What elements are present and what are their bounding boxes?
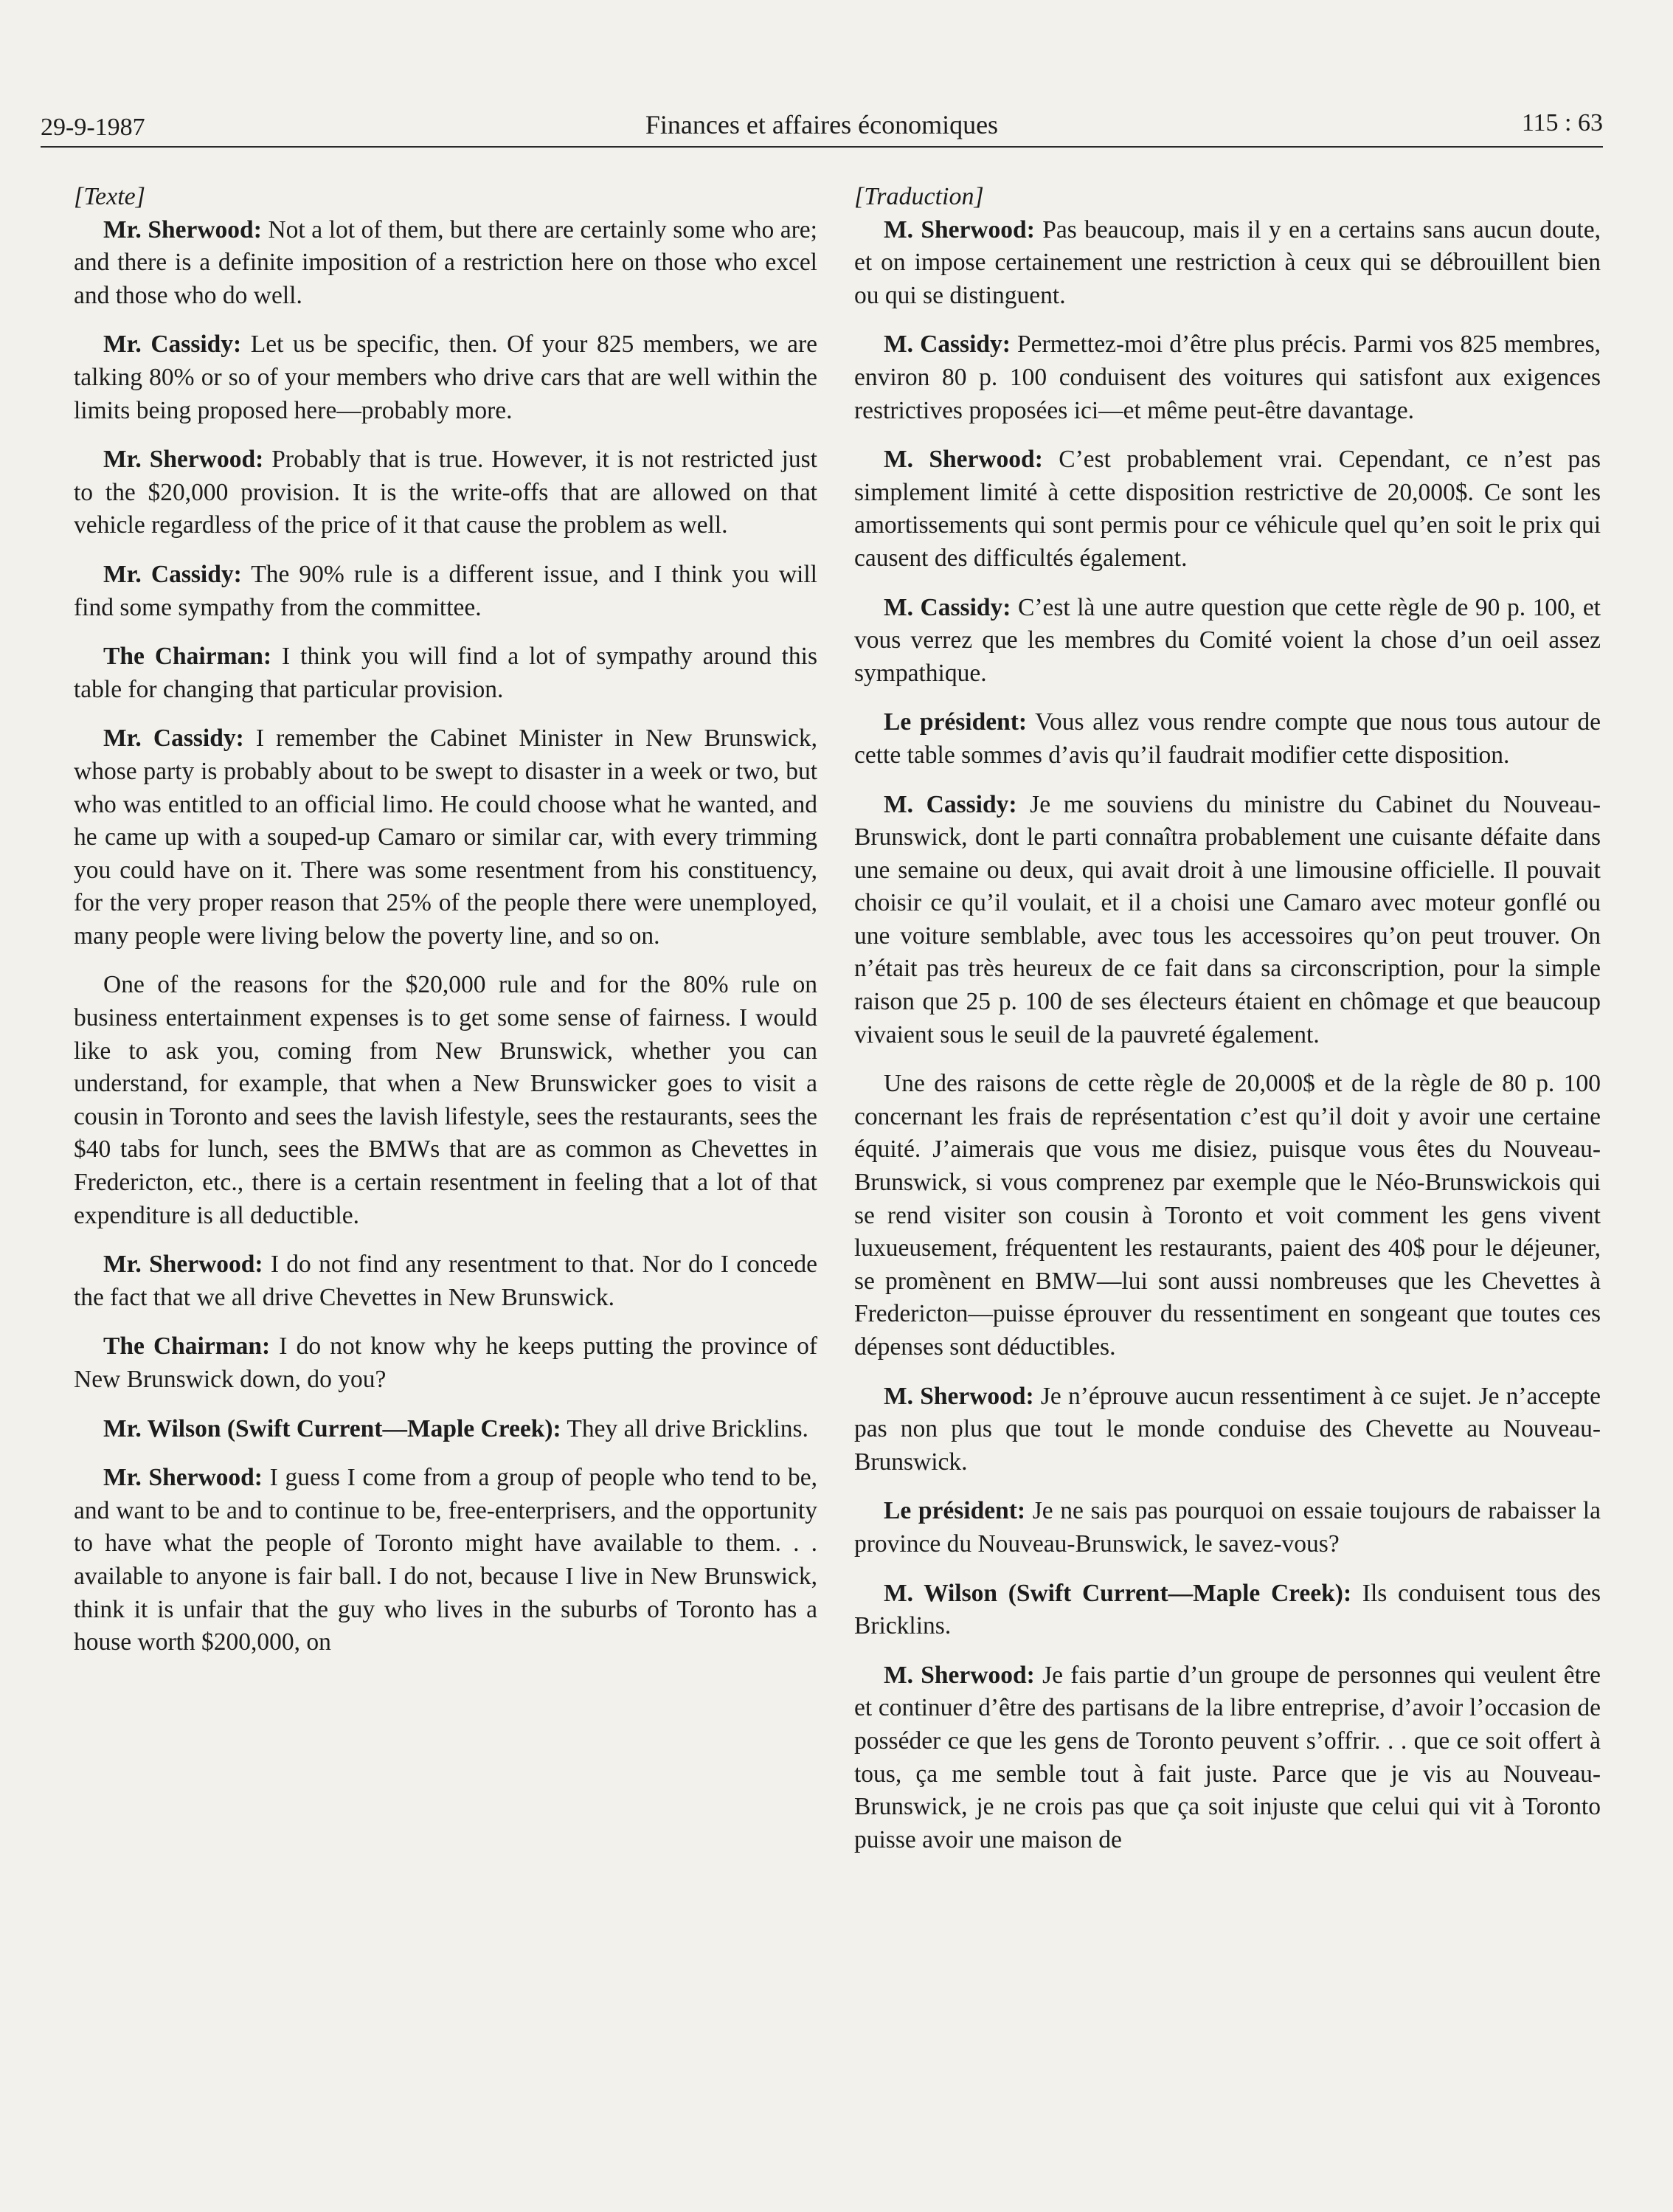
- speech: Une des raisons de cette règle de 20,000$ et de la règle de 80 p. 100 concernant les frais de représentation c’est qu’il doit y avoir une certaine équité. J’aimerais que vous me disiez, puisque vous êtes du Nouveau-Brunswick, si vous comprenez par exemple que le Néo-Brunswickois qui se rend visiter son cousin à Toronto et voit comment les gens vivent luxueusement, fréquentent les restaurants, paient des 40$ pour le déjeuner, se promènent en BMW—lui sont aussi nombreuses que les Chevettes à Fredericton—puisse éprouver du ressentiment en songeant que toutes ces dépenses sont déductibles.: [854, 1070, 1601, 1361]
- left-column-english: [74, 181, 817, 1676]
- column-marker: [Traduction]: [854, 183, 984, 210]
- speaker: Mr. Cassidy:: [103, 331, 242, 359]
- speech: Vous allez vous rendre compte que nous tous autour de cette table sommes d’avis qu’il faudrait modifier cette disposition.: [854, 708, 1601, 769]
- column-marker: [Texte]: [74, 183, 145, 210]
- paragraph: [74, 214, 817, 313]
- speaker: M. Cassidy:: [884, 790, 1017, 818]
- speech: One of the reasons for the $20,000 rule and for the 80% rule on business entertainment expenses is to get some sense of fairness. I would like to ask you, coming from New Brunswick, whether you can understand, for example, that when a New Brunswicker goes to visit a cousin in Toronto and sees the lavish lifestyle, sees the restaurants, sees the $40 tabs for lunch, sees the BMWs that are as common as Chevettes in Fredericton, etc., there is a certain resentment in feeling that a lot of that expenditure is all deductible.: [74, 971, 817, 1229]
- speaker: Mr. Wilson (Swift Current—Maple Creek):: [103, 1414, 561, 1442]
- speech: Permettez-moi d’être plus précis. Parmi vos 825 membres, environ 80 p. 100 conduisent des voitures qui satisfont aux exigences restrictives proposées ici—et même peut-être davantage.: [854, 331, 1601, 424]
- paragraph: [74, 443, 817, 542]
- header-date: 29-9-1987: [41, 114, 145, 141]
- speech: I guess I come from a group of people who tend to be, and want to be and to continue to be, free-enterprisers, and the opportunity to have what the people of Toronto might have available to them. . . available to anyone is fair ball. I do not, because I live in New Brunswick, think it is unfair that the guy who lives in the suburbs of Toronto has a house worth $200,000, on: [74, 1464, 817, 1656]
- speech: Je me souviens du ministre du Cabinet du Nouveau-Brunswick, dont le parti connaîtra probablement une cuisante défaite dans une semaine ou deux, qui avait droit à une limousine officielle. Il pouvait choisir ce qu’il voulait, et il a choisi une Camaro avec moteur gonflé ou une voiture semblable, avec tous les accessoires qu’on peut trouver. On n’était pas très heureux de ce fait dans sa circonscription, pour la simple raison que 25 p. 100 de ses électeurs étaient en chômage et que beaucoup vivaient sous le seuil de la pauvreté également.: [854, 790, 1601, 1048]
- paragraph: [74, 328, 817, 427]
- paragraph: [854, 328, 1601, 427]
- speaker: M. Cassidy:: [884, 331, 1011, 359]
- speaker: M. Sherwood:: [884, 1382, 1034, 1410]
- speaker: Mr. Cassidy:: [103, 560, 242, 588]
- speaker: Mr. Sherwood:: [103, 1251, 263, 1279]
- paragraph: [74, 1248, 817, 1314]
- right-column-french: [854, 181, 1601, 1873]
- speech: Not a lot of them, but there are certainly some who are; and there is a definite imposition of a restriction here on those who excel and those who do well.: [74, 215, 817, 309]
- speech: Je fais partie d’un groupe de personnes qui veulent être et continuer d’être des partisans de la libre entreprise, d’avoir l’occasion de posséder ce que les gens de Toronto peuvent s’offrir. . . que ce soit offert à tous, ça me semble tout à fait juste. Parce que je vis au Nouveau-Brunswick, je ne crois pas que ça soit injuste que celui qui vit à Toronto puisse avoir une maison de: [854, 1661, 1601, 1853]
- paragraph: [854, 789, 1601, 1052]
- speech: The 90% rule is a different issue, and I think you will find some sympathy from the committee.: [74, 560, 817, 621]
- speaker: The Chairman:: [103, 1333, 271, 1361]
- speech: C’est probablement vrai. Cependant, ce n’est pas simplement limité à cette disposition restrictive de 20,000$. Ce sont les amortissements qui sont permis pour ce véhicule quel qu’en soit le prix qui causent des difficultés également.: [854, 446, 1601, 572]
- speaker: M. Cassidy:: [884, 593, 1011, 621]
- paragraph: [74, 722, 817, 953]
- speaker: Mr. Sherwood:: [103, 215, 262, 243]
- paragraph: [854, 706, 1601, 772]
- paragraph: [74, 1413, 817, 1446]
- paragraph: [74, 1330, 817, 1396]
- paragraph: [74, 969, 817, 1232]
- header-page-number: 115 : 63: [1521, 109, 1603, 136]
- speech: I remember the Cabinet Minister in New Brunswick, whose party is probably about to be swept to disaster in a week or two, but who was entitled to an official limo. He could choose what he wanted, and he came up with a souped-up Camaro or similar car, with every trimming you could have on it. There was some resentment from his constituency, for the very proper reason that 25% of the people there were unemployed, many people were living below the poverty line, and so on.: [74, 725, 817, 950]
- paragraph: [854, 214, 1601, 313]
- speech: I think you will find a lot of sympathy around this table for changing that particular provision.: [74, 643, 818, 703]
- speaker: The Chairman:: [103, 643, 272, 671]
- paragraph: [854, 1495, 1601, 1561]
- speaker: Le président:: [884, 1497, 1026, 1525]
- paragraph: [74, 1462, 817, 1659]
- speech: Let us be specific, then. Of your 825 members, we are talking 80% or so of your members who drive cars that are well within the limits being proposed here—probably more.: [74, 331, 817, 424]
- speaker: Le président:: [884, 708, 1028, 736]
- speech: Pas beaucoup, mais il y en a certains sans aucun doute, et on impose certainement une restriction à ceux qui se débrouillent bien ou qui se distinguent.: [854, 215, 1601, 309]
- speaker: M. Sherwood:: [884, 1661, 1035, 1689]
- speech: I do not know why he keeps putting the province of New Brunswick down, do you?: [74, 1333, 817, 1393]
- paragraph: [854, 443, 1601, 575]
- speaker: M. Sherwood:: [884, 215, 1035, 243]
- speech: Probably that is true. However, it is not restricted just to the $20,000 provision. It is the write-offs that are allowed on that vehicle regardless of the price of it that cause the problem as well.: [74, 446, 817, 539]
- speech: They all drive Bricklins.: [561, 1414, 808, 1442]
- speaker: M. Sherwood:: [884, 446, 1043, 474]
- paragraph: [854, 1068, 1601, 1364]
- page-header: [41, 109, 1603, 148]
- paragraph: [74, 559, 817, 624]
- speech: C’est là une autre question que cette règle de 90 p. 100, et vous verrez que les membres du Comité voient la chose d’un oeil assez sympathique.: [854, 593, 1601, 687]
- speech: Ils conduisent tous des Bricklins.: [854, 1579, 1601, 1640]
- paragraph: [854, 1659, 1601, 1857]
- speaker: Mr. Cassidy:: [103, 725, 244, 753]
- speech: Je n’éprouve aucun ressentiment à ce sujet. Je n’accepte pas non plus que tout le monde conduise des Chevette au Nouveau-Brunswick.: [854, 1382, 1601, 1476]
- header-title: Finances et affaires économiques: [645, 110, 999, 139]
- paragraph: [854, 1380, 1601, 1479]
- paragraph: [854, 1577, 1601, 1643]
- paragraph: [74, 640, 817, 706]
- speech: I do not find any resentment to that. Nor do I concede the fact that we all drive Chevettes in New Brunswick.: [74, 1251, 817, 1311]
- speech: Je ne sais pas pourquoi on essaie toujours de rabaisser la province du Nouveau-Brunswick, le savez-vous?: [854, 1497, 1601, 1558]
- speaker: Mr. Sherwood:: [103, 446, 264, 474]
- speaker: Mr. Sherwood:: [103, 1464, 263, 1492]
- speaker: M. Wilson (Swift Current—Maple Creek):: [884, 1579, 1352, 1607]
- paragraph: [854, 592, 1601, 691]
